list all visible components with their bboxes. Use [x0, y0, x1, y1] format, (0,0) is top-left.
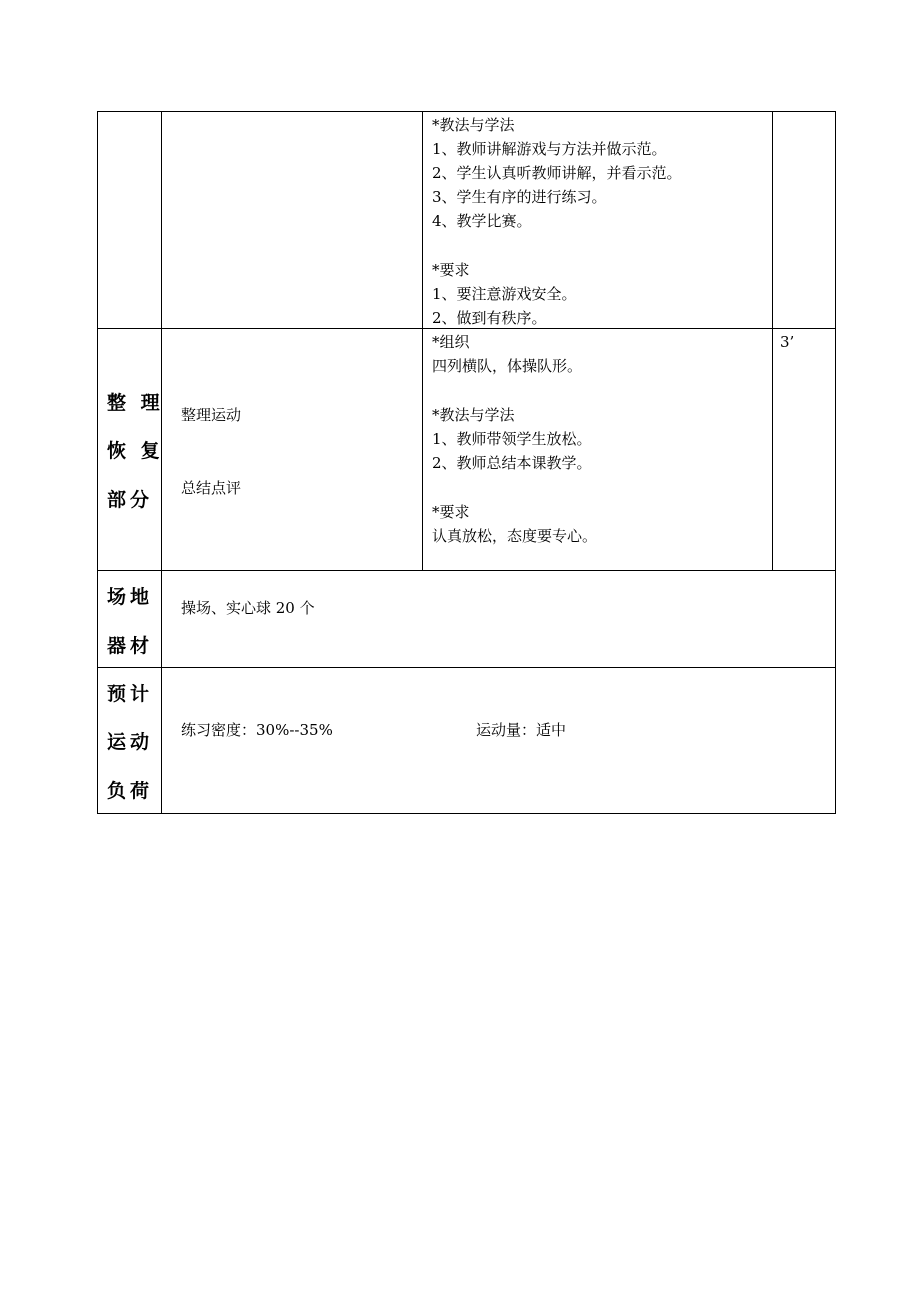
row2-org-text: 四列横队，体操队形。	[432, 357, 583, 375]
table-border-bottom	[97, 813, 836, 814]
table-border-left	[97, 111, 98, 814]
table-border-right	[835, 111, 836, 814]
row3-label: 器材	[107, 635, 154, 657]
row4-density: 练习密度：30%--35%	[181, 721, 333, 739]
table-border-top	[97, 111, 836, 112]
row4-label: 运动	[107, 731, 154, 753]
row-divider-3	[97, 667, 836, 668]
row1-requirement-item: 2、做到有秩序。	[432, 309, 547, 327]
row3-content: 操场、实心球 20 个	[181, 599, 315, 617]
row2-content-item: 总结点评	[181, 479, 242, 497]
row1-method-item: 1、教师讲解游戏与方法并做示范。	[432, 140, 667, 158]
row2-section-label: 部分	[107, 489, 154, 511]
row2-requirement-text: 认真放松，态度要专心。	[432, 527, 598, 545]
row1-method-item: 3、学生有序的进行练习。	[432, 188, 607, 206]
row2-requirement-heading: *要求	[432, 503, 470, 521]
row2-org-heading: *组织	[432, 333, 470, 351]
row4-load: 运动量：适中	[476, 721, 567, 739]
column-divider-content	[422, 111, 423, 571]
row4-label: 负荷	[107, 780, 154, 802]
column-divider-method	[772, 111, 773, 571]
row1-method-heading: *教法与学法	[432, 116, 515, 134]
row2-time: 3’	[780, 333, 795, 351]
row2-section-label: 整 理	[107, 392, 164, 414]
row4-label: 预计	[107, 683, 154, 705]
row-divider-2	[97, 570, 836, 571]
row2-method-item: 1、教师带领学生放松。	[432, 430, 592, 448]
row3-label: 场地	[107, 586, 154, 608]
row2-method-item: 2、教师总结本课教学。	[432, 454, 592, 472]
row1-requirement-item: 1、要注意游戏安全。	[432, 285, 577, 303]
row2-section-label: 恢 复	[107, 440, 164, 462]
row2-content-item: 整理运动	[181, 406, 242, 424]
row1-method-item: 2、学生认真听教师讲解，并看示范。	[432, 164, 682, 182]
row1-requirement-heading: *要求	[432, 261, 470, 279]
row1-method-item: 4、教学比赛。	[432, 212, 532, 230]
row2-method-heading: *教法与学法	[432, 406, 515, 424]
